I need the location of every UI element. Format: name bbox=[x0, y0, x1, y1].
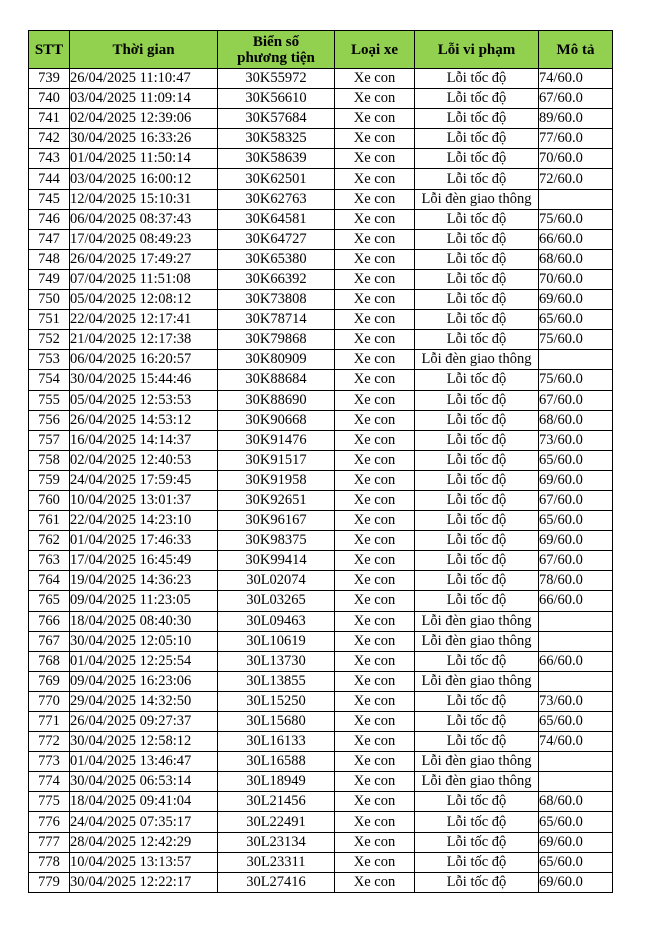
cell-time: 30/04/2025 15:44:46 bbox=[70, 370, 218, 390]
cell-description: 68/60.0 bbox=[539, 249, 613, 269]
cell-violation: Lỗi tốc độ bbox=[415, 169, 539, 189]
cell-description: 78/60.0 bbox=[539, 571, 613, 591]
cell-plate: 30K98375 bbox=[218, 531, 335, 551]
table-row bbox=[29, 490, 613, 510]
cell-vehicle-type: Xe con bbox=[335, 752, 415, 772]
cell-stt: 753 bbox=[29, 350, 70, 370]
cell-plate: 30K92651 bbox=[218, 490, 335, 510]
cell-time: 30/04/2025 16:33:26 bbox=[70, 129, 218, 149]
cell-time: 01/04/2025 17:46:33 bbox=[70, 531, 218, 551]
cell-plate: 30K64581 bbox=[218, 209, 335, 229]
cell-stt: 767 bbox=[29, 631, 70, 651]
cell-description: 65/60.0 bbox=[539, 712, 613, 732]
cell-description bbox=[539, 189, 613, 209]
cell-vehicle-type: Xe con bbox=[335, 450, 415, 470]
cell-violation: Lỗi tốc độ bbox=[415, 712, 539, 732]
table-row bbox=[29, 169, 613, 189]
cell-violation: Lỗi tốc độ bbox=[415, 651, 539, 671]
cell-violation: Lỗi đèn giao thông bbox=[415, 189, 539, 209]
table-row bbox=[29, 149, 613, 169]
cell-time: 18/04/2025 08:40:30 bbox=[70, 611, 218, 631]
cell-violation: Lỗi tốc độ bbox=[415, 551, 539, 571]
table-row bbox=[29, 209, 613, 229]
cell-description: 65/60.0 bbox=[539, 812, 613, 832]
cell-violation: Lỗi tốc độ bbox=[415, 109, 539, 129]
cell-time: 07/04/2025 11:51:08 bbox=[70, 269, 218, 289]
cell-description bbox=[539, 772, 613, 792]
cell-description: 75/60.0 bbox=[539, 209, 613, 229]
cell-vehicle-type: Xe con bbox=[335, 832, 415, 852]
cell-vehicle-type: Xe con bbox=[335, 470, 415, 490]
cell-time: 02/04/2025 12:40:53 bbox=[70, 450, 218, 470]
cell-stt: 764 bbox=[29, 571, 70, 591]
cell-stt: 750 bbox=[29, 290, 70, 310]
header-plate bbox=[218, 31, 335, 69]
cell-plate: 30K96167 bbox=[218, 511, 335, 531]
cell-stt: 751 bbox=[29, 310, 70, 330]
table-row bbox=[29, 89, 613, 109]
cell-plate: 30L02074 bbox=[218, 571, 335, 591]
cell-description: 75/60.0 bbox=[539, 370, 613, 390]
cell-vehicle-type: Xe con bbox=[335, 490, 415, 510]
table-row bbox=[29, 229, 613, 249]
cell-time: 26/04/2025 09:27:37 bbox=[70, 712, 218, 732]
cell-plate: 30K78714 bbox=[218, 310, 335, 330]
table-row bbox=[29, 752, 613, 772]
cell-description: 69/60.0 bbox=[539, 470, 613, 490]
cell-description: 67/60.0 bbox=[539, 490, 613, 510]
cell-time: 22/04/2025 12:17:41 bbox=[70, 310, 218, 330]
cell-description: 77/60.0 bbox=[539, 129, 613, 149]
cell-time: 26/04/2025 14:53:12 bbox=[70, 410, 218, 430]
cell-description bbox=[539, 350, 613, 370]
cell-plate: 30K64727 bbox=[218, 229, 335, 249]
cell-description: 68/60.0 bbox=[539, 410, 613, 430]
table-row bbox=[29, 651, 613, 671]
cell-stt: 769 bbox=[29, 671, 70, 691]
cell-stt: 776 bbox=[29, 812, 70, 832]
cell-description: 65/60.0 bbox=[539, 450, 613, 470]
cell-description: 67/60.0 bbox=[539, 551, 613, 571]
cell-description: 66/60.0 bbox=[539, 591, 613, 611]
cell-time: 01/04/2025 11:50:14 bbox=[70, 149, 218, 169]
cell-stt: 761 bbox=[29, 511, 70, 531]
cell-time: 30/04/2025 06:53:14 bbox=[70, 772, 218, 792]
cell-plate: 30K80909 bbox=[218, 350, 335, 370]
table-row bbox=[29, 712, 613, 732]
cell-plate: 30L27416 bbox=[218, 872, 335, 892]
cell-vehicle-type: Xe con bbox=[335, 571, 415, 591]
cell-time: 19/04/2025 14:36:23 bbox=[70, 571, 218, 591]
cell-time: 01/04/2025 13:46:47 bbox=[70, 752, 218, 772]
cell-time: 17/04/2025 08:49:23 bbox=[70, 229, 218, 249]
cell-plate: 30K62763 bbox=[218, 189, 335, 209]
cell-time: 03/04/2025 11:09:14 bbox=[70, 89, 218, 109]
cell-plate: 30L18949 bbox=[218, 772, 335, 792]
cell-time: 06/04/2025 08:37:43 bbox=[70, 209, 218, 229]
header-plate-line1: Biển số bbox=[252, 33, 300, 50]
cell-stt: 768 bbox=[29, 651, 70, 671]
cell-vehicle-type: Xe con bbox=[335, 269, 415, 289]
cell-vehicle-type: Xe con bbox=[335, 89, 415, 109]
table-row bbox=[29, 430, 613, 450]
table-row bbox=[29, 410, 613, 430]
table-row bbox=[29, 571, 613, 591]
cell-plate: 30L10619 bbox=[218, 631, 335, 651]
cell-vehicle-type: Xe con bbox=[335, 69, 415, 89]
cell-stt: 760 bbox=[29, 490, 70, 510]
table-row bbox=[29, 189, 613, 209]
cell-violation: Lỗi tốc độ bbox=[415, 89, 539, 109]
cell-plate: 30K88690 bbox=[218, 390, 335, 410]
cell-vehicle-type: Xe con bbox=[335, 129, 415, 149]
cell-description: 66/60.0 bbox=[539, 229, 613, 249]
cell-time: 10/04/2025 13:01:37 bbox=[70, 490, 218, 510]
cell-vehicle-type: Xe con bbox=[335, 671, 415, 691]
cell-stt: 758 bbox=[29, 450, 70, 470]
cell-time: 01/04/2025 12:25:54 bbox=[70, 651, 218, 671]
cell-plate: 30K62501 bbox=[218, 169, 335, 189]
cell-stt: 762 bbox=[29, 531, 70, 551]
table-row bbox=[29, 611, 613, 631]
cell-description: 72/60.0 bbox=[539, 169, 613, 189]
cell-vehicle-type: Xe con bbox=[335, 209, 415, 229]
cell-description: 67/60.0 bbox=[539, 89, 613, 109]
cell-stt: 774 bbox=[29, 772, 70, 792]
table-row bbox=[29, 109, 613, 129]
cell-vehicle-type: Xe con bbox=[335, 551, 415, 571]
cell-plate: 30K90668 bbox=[218, 410, 335, 430]
cell-vehicle-type: Xe con bbox=[335, 290, 415, 310]
cell-plate: 30K88684 bbox=[218, 370, 335, 390]
cell-vehicle-type: Xe con bbox=[335, 792, 415, 812]
cell-plate: 30L09463 bbox=[218, 611, 335, 631]
cell-stt: 739 bbox=[29, 69, 70, 89]
cell-vehicle-type: Xe con bbox=[335, 611, 415, 631]
cell-violation: Lỗi tốc độ bbox=[415, 691, 539, 711]
cell-description: 69/60.0 bbox=[539, 832, 613, 852]
cell-violation: Lỗi tốc độ bbox=[415, 410, 539, 430]
cell-violation: Lỗi đèn giao thông bbox=[415, 752, 539, 772]
cell-stt: 748 bbox=[29, 249, 70, 269]
cell-vehicle-type: Xe con bbox=[335, 812, 415, 832]
cell-plate: 30K91476 bbox=[218, 430, 335, 450]
cell-vehicle-type: Xe con bbox=[335, 531, 415, 551]
cell-vehicle-type: Xe con bbox=[335, 189, 415, 209]
cell-violation: Lỗi tốc độ bbox=[415, 832, 539, 852]
cell-description bbox=[539, 671, 613, 691]
cell-time: 24/04/2025 07:35:17 bbox=[70, 812, 218, 832]
cell-violation: Lỗi đèn giao thông bbox=[415, 611, 539, 631]
cell-stt: 772 bbox=[29, 732, 70, 752]
cell-vehicle-type: Xe con bbox=[335, 350, 415, 370]
cell-plate: 30L16133 bbox=[218, 732, 335, 752]
header-plate-line2: phương tiện bbox=[237, 49, 315, 66]
cell-vehicle-type: Xe con bbox=[335, 852, 415, 872]
cell-vehicle-type: Xe con bbox=[335, 410, 415, 430]
table-row bbox=[29, 370, 613, 390]
cell-time: 05/04/2025 12:53:53 bbox=[70, 390, 218, 410]
cell-vehicle-type: Xe con bbox=[335, 772, 415, 792]
cell-stt: 741 bbox=[29, 109, 70, 129]
cell-violation: Lỗi tốc độ bbox=[415, 290, 539, 310]
cell-vehicle-type: Xe con bbox=[335, 691, 415, 711]
cell-violation: Lỗi đèn giao thông bbox=[415, 772, 539, 792]
cell-stt: 773 bbox=[29, 752, 70, 772]
table-row bbox=[29, 551, 613, 571]
cell-stt: 777 bbox=[29, 832, 70, 852]
cell-time: 24/04/2025 17:59:45 bbox=[70, 470, 218, 490]
cell-violation: Lỗi tốc độ bbox=[415, 69, 539, 89]
cell-plate: 30L15680 bbox=[218, 712, 335, 732]
table-row bbox=[29, 290, 613, 310]
cell-stt: 743 bbox=[29, 149, 70, 169]
cell-stt: 771 bbox=[29, 712, 70, 732]
cell-time: 16/04/2025 14:14:37 bbox=[70, 430, 218, 450]
cell-description: 67/60.0 bbox=[539, 390, 613, 410]
cell-violation: Lỗi tốc độ bbox=[415, 852, 539, 872]
table-body bbox=[29, 69, 613, 893]
cell-plate: 30L22491 bbox=[218, 812, 335, 832]
cell-description: 89/60.0 bbox=[539, 109, 613, 129]
table-row bbox=[29, 631, 613, 651]
cell-violation: Lỗi tốc độ bbox=[415, 330, 539, 350]
cell-plate: 30K99414 bbox=[218, 551, 335, 571]
cell-violation: Lỗi tốc độ bbox=[415, 591, 539, 611]
cell-violation: Lỗi tốc độ bbox=[415, 129, 539, 149]
cell-description: 68/60.0 bbox=[539, 792, 613, 812]
cell-violation: Lỗi tốc độ bbox=[415, 531, 539, 551]
cell-time: 05/04/2025 12:08:12 bbox=[70, 290, 218, 310]
cell-violation: Lỗi tốc độ bbox=[415, 511, 539, 531]
cell-stt: 770 bbox=[29, 691, 70, 711]
cell-violation: Lỗi tốc độ bbox=[415, 812, 539, 832]
header-description: Mô tả bbox=[539, 31, 613, 69]
cell-stt: 766 bbox=[29, 611, 70, 631]
header-time: Thời gian bbox=[70, 31, 218, 69]
cell-vehicle-type: Xe con bbox=[335, 390, 415, 410]
cell-time: 12/04/2025 15:10:31 bbox=[70, 189, 218, 209]
cell-violation: Lỗi tốc độ bbox=[415, 149, 539, 169]
header-stt: STT bbox=[29, 31, 70, 69]
cell-description: 69/60.0 bbox=[539, 872, 613, 892]
cell-plate: 30K57684 bbox=[218, 109, 335, 129]
cell-plate: 30L03265 bbox=[218, 591, 335, 611]
cell-violation: Lỗi tốc độ bbox=[415, 490, 539, 510]
cell-vehicle-type: Xe con bbox=[335, 370, 415, 390]
cell-vehicle-type: Xe con bbox=[335, 149, 415, 169]
table-row bbox=[29, 390, 613, 410]
cell-violation: Lỗi tốc độ bbox=[415, 390, 539, 410]
cell-stt: 742 bbox=[29, 129, 70, 149]
cell-plate: 30L13730 bbox=[218, 651, 335, 671]
table-row bbox=[29, 872, 613, 892]
cell-vehicle-type: Xe con bbox=[335, 430, 415, 450]
header-violation: Lỗi vi phạm bbox=[415, 31, 539, 69]
cell-plate: 30K58325 bbox=[218, 129, 335, 149]
cell-plate: 30K73808 bbox=[218, 290, 335, 310]
cell-time: 09/04/2025 16:23:06 bbox=[70, 671, 218, 691]
cell-time: 21/04/2025 12:17:38 bbox=[70, 330, 218, 350]
cell-stt: 779 bbox=[29, 872, 70, 892]
cell-stt: 775 bbox=[29, 792, 70, 812]
table-row bbox=[29, 812, 613, 832]
cell-description: 65/60.0 bbox=[539, 852, 613, 872]
table-row bbox=[29, 129, 613, 149]
cell-plate: 30K91517 bbox=[218, 450, 335, 470]
cell-time: 18/04/2025 09:41:04 bbox=[70, 792, 218, 812]
header-row bbox=[29, 31, 613, 69]
cell-stt: 740 bbox=[29, 89, 70, 109]
cell-vehicle-type: Xe con bbox=[335, 249, 415, 269]
cell-vehicle-type: Xe con bbox=[335, 511, 415, 531]
table-row bbox=[29, 772, 613, 792]
table-row bbox=[29, 450, 613, 470]
cell-time: 09/04/2025 11:23:05 bbox=[70, 591, 218, 611]
cell-time: 26/04/2025 17:49:27 bbox=[70, 249, 218, 269]
cell-time: 30/04/2025 12:05:10 bbox=[70, 631, 218, 651]
table-row bbox=[29, 269, 613, 289]
cell-stt: 746 bbox=[29, 209, 70, 229]
cell-time: 22/04/2025 14:23:10 bbox=[70, 511, 218, 531]
cell-stt: 778 bbox=[29, 852, 70, 872]
table-row bbox=[29, 671, 613, 691]
cell-violation: Lỗi tốc độ bbox=[415, 430, 539, 450]
cell-description: 70/60.0 bbox=[539, 149, 613, 169]
cell-plate: 30L23134 bbox=[218, 832, 335, 852]
cell-vehicle-type: Xe con bbox=[335, 229, 415, 249]
cell-stt: 744 bbox=[29, 169, 70, 189]
cell-violation: Lỗi tốc độ bbox=[415, 792, 539, 812]
table-row bbox=[29, 832, 613, 852]
cell-plate: 30L16588 bbox=[218, 752, 335, 772]
cell-time: 29/04/2025 14:32:50 bbox=[70, 691, 218, 711]
cell-violation: Lỗi tốc độ bbox=[415, 249, 539, 269]
cell-stt: 749 bbox=[29, 269, 70, 289]
cell-plate: 30K91958 bbox=[218, 470, 335, 490]
cell-violation: Lỗi tốc độ bbox=[415, 209, 539, 229]
cell-description bbox=[539, 631, 613, 651]
cell-vehicle-type: Xe con bbox=[335, 330, 415, 350]
header-vehicle-type: Loại xe bbox=[335, 31, 415, 69]
cell-description: 66/60.0 bbox=[539, 651, 613, 671]
cell-stt: 747 bbox=[29, 229, 70, 249]
cell-plate: 30L23311 bbox=[218, 852, 335, 872]
cell-description bbox=[539, 752, 613, 772]
cell-description: 65/60.0 bbox=[539, 310, 613, 330]
cell-description: 74/60.0 bbox=[539, 69, 613, 89]
cell-vehicle-type: Xe con bbox=[335, 651, 415, 671]
cell-description: 73/60.0 bbox=[539, 691, 613, 711]
cell-violation: Lỗi tốc độ bbox=[415, 450, 539, 470]
cell-plate: 30L15250 bbox=[218, 691, 335, 711]
cell-description bbox=[539, 611, 613, 631]
cell-plate: 30K55972 bbox=[218, 69, 335, 89]
table-row bbox=[29, 732, 613, 752]
cell-stt: 755 bbox=[29, 390, 70, 410]
cell-violation: Lỗi đèn giao thông bbox=[415, 350, 539, 370]
table-row bbox=[29, 69, 613, 89]
cell-time: 17/04/2025 16:45:49 bbox=[70, 551, 218, 571]
cell-stt: 759 bbox=[29, 470, 70, 490]
cell-description: 65/60.0 bbox=[539, 511, 613, 531]
cell-stt: 745 bbox=[29, 189, 70, 209]
cell-vehicle-type: Xe con bbox=[335, 109, 415, 129]
cell-time: 30/04/2025 12:58:12 bbox=[70, 732, 218, 752]
cell-time: 06/04/2025 16:20:57 bbox=[70, 350, 218, 370]
cell-time: 28/04/2025 12:42:29 bbox=[70, 832, 218, 852]
table-row bbox=[29, 350, 613, 370]
cell-violation: Lỗi đèn giao thông bbox=[415, 671, 539, 691]
cell-stt: 754 bbox=[29, 370, 70, 390]
cell-description: 73/60.0 bbox=[539, 430, 613, 450]
cell-violation: Lỗi tốc độ bbox=[415, 872, 539, 892]
table-row bbox=[29, 852, 613, 872]
cell-time: 26/04/2025 11:10:47 bbox=[70, 69, 218, 89]
cell-violation: Lỗi tốc độ bbox=[415, 310, 539, 330]
cell-description: 69/60.0 bbox=[539, 290, 613, 310]
cell-stt: 763 bbox=[29, 551, 70, 571]
cell-stt: 765 bbox=[29, 591, 70, 611]
cell-plate: 30K65380 bbox=[218, 249, 335, 269]
cell-description: 75/60.0 bbox=[539, 330, 613, 350]
cell-vehicle-type: Xe con bbox=[335, 310, 415, 330]
cell-time: 03/04/2025 16:00:12 bbox=[70, 169, 218, 189]
cell-plate: 30K79868 bbox=[218, 330, 335, 350]
cell-plate: 30L13855 bbox=[218, 671, 335, 691]
cell-description: 69/60.0 bbox=[539, 531, 613, 551]
cell-plate: 30L21456 bbox=[218, 792, 335, 812]
cell-violation: Lỗi tốc độ bbox=[415, 571, 539, 591]
cell-time: 10/04/2025 13:13:57 bbox=[70, 852, 218, 872]
table-row bbox=[29, 470, 613, 490]
cell-time: 30/04/2025 12:22:17 bbox=[70, 872, 218, 892]
table-row bbox=[29, 531, 613, 551]
violations-table bbox=[28, 30, 613, 893]
cell-vehicle-type: Xe con bbox=[335, 631, 415, 651]
cell-vehicle-type: Xe con bbox=[335, 591, 415, 611]
cell-description: 74/60.0 bbox=[539, 732, 613, 752]
table-row bbox=[29, 310, 613, 330]
cell-violation: Lỗi tốc độ bbox=[415, 732, 539, 752]
cell-vehicle-type: Xe con bbox=[335, 872, 415, 892]
cell-description: 70/60.0 bbox=[539, 269, 613, 289]
cell-violation: Lỗi tốc độ bbox=[415, 229, 539, 249]
cell-vehicle-type: Xe con bbox=[335, 169, 415, 189]
table-row bbox=[29, 591, 613, 611]
cell-violation: Lỗi đèn giao thông bbox=[415, 631, 539, 651]
table-row bbox=[29, 511, 613, 531]
cell-plate: 30K66392 bbox=[218, 269, 335, 289]
cell-violation: Lỗi tốc độ bbox=[415, 370, 539, 390]
table-row bbox=[29, 330, 613, 350]
cell-plate: 30K58639 bbox=[218, 149, 335, 169]
cell-plate: 30K56610 bbox=[218, 89, 335, 109]
cell-vehicle-type: Xe con bbox=[335, 732, 415, 752]
cell-violation: Lỗi tốc độ bbox=[415, 470, 539, 490]
table-row bbox=[29, 249, 613, 269]
table-row bbox=[29, 792, 613, 812]
cell-stt: 757 bbox=[29, 430, 70, 450]
cell-stt: 756 bbox=[29, 410, 70, 430]
cell-time: 02/04/2025 12:39:06 bbox=[70, 109, 218, 129]
cell-stt: 752 bbox=[29, 330, 70, 350]
table-row bbox=[29, 691, 613, 711]
cell-violation: Lỗi tốc độ bbox=[415, 269, 539, 289]
cell-vehicle-type: Xe con bbox=[335, 712, 415, 732]
